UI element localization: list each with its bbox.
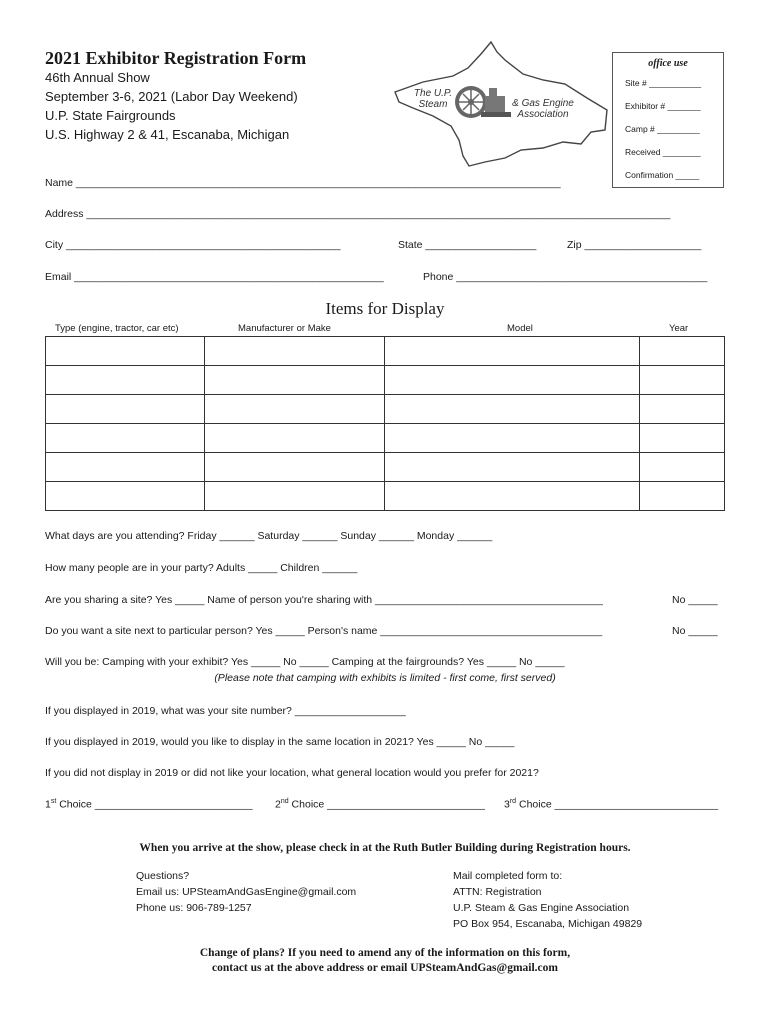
table-row [46,482,725,511]
mail-po-box: PO Box 954, Escanaba, Michigan 49829 [453,918,643,930]
city-field[interactable]: City _______________________________________________ [45,239,341,251]
make-cell[interactable] [204,482,385,511]
type-cell[interactable] [46,395,205,424]
year-cell[interactable] [640,453,725,482]
show-edition: 46th Annual Show [45,70,150,85]
show-dates: September 3-6, 2021 (Labor Day Weekend) [45,89,298,104]
make-cell[interactable] [204,366,385,395]
column-header-make: Manufacturer or Make [238,323,331,334]
model-cell[interactable] [385,395,640,424]
name-field[interactable]: Name ___________________________________________________________________________________ [45,177,561,189]
type-cell[interactable] [46,482,205,511]
phone-field[interactable]: Phone ___________________________________________ [423,271,708,283]
same-location-question[interactable]: If you displayed in 2019, would you like to display in the same location in 2021? Yes _____ No _____ [45,736,515,748]
arrival-instructions: When you arrive at the show, please check in at the Ruth Butler Building during Registration hours. [139,842,631,854]
office-exhibitor-field[interactable]: Exhibitor # _______ [625,101,701,111]
model-cell[interactable] [385,424,640,453]
model-cell[interactable] [385,366,640,395]
type-cell[interactable] [46,337,205,366]
year-cell[interactable] [640,395,725,424]
make-cell[interactable] [204,424,385,453]
sharing-site-no[interactable]: No _____ [672,594,718,606]
column-header-year: Year [669,323,689,334]
svg-text:& Gas Engine: & Gas Engine [512,98,574,109]
address-field[interactable]: Address ____________________________________________________________________________________________________ [45,208,671,220]
third-choice-field[interactable]: 3rd Choice ____________________________ [504,798,719,811]
next-to-person-no[interactable]: No _____ [672,625,718,637]
questions-label: Questions? [136,870,190,882]
contact-phone: Phone us: 906-789-1257 [136,902,252,914]
year-cell[interactable] [640,482,725,511]
days-attending-question[interactable]: What days are you attending? Friday ______ Saturday ______ Sunday ______ Monday ______ [45,530,493,542]
association-logo [393,40,611,168]
svg-text:Association: Association [517,109,569,120]
party-size-question[interactable]: How many people are in your party? Adults _____ Children ______ [45,562,358,574]
column-header-model: Model [507,323,533,334]
model-cell[interactable] [385,453,640,482]
sharing-site-question[interactable]: Are you sharing a site? Yes _____ Name of person you're sharing with _______________________________________ [45,594,603,606]
office-use-box [612,52,724,188]
camping-note: (Please note that camping with exhibits is limited - first come, first served) [214,672,556,684]
model-cell[interactable] [385,337,640,366]
make-cell[interactable] [204,395,385,424]
items-section-title: Items for Display [325,299,445,318]
email-field[interactable]: Email _____________________________________________________ [45,271,384,283]
mail-attn: ATTN: Registration [453,886,542,898]
show-address: U.S. Highway 2 & 41, Escanaba, Michigan [45,127,290,142]
change-of-plans-line2: contact us at the above address or email UPSteamAndGas@gmail.com [212,962,558,974]
model-cell[interactable] [385,482,640,511]
type-cell[interactable] [46,366,205,395]
zip-field[interactable]: Zip ____________________ [567,239,702,251]
mail-organization: U.P. Steam & Gas Engine Association [453,902,630,914]
second-choice-field[interactable]: 2nd Choice ___________________________ [275,798,485,811]
column-header-type: Type (engine, tractor, car etc) [55,323,179,334]
office-camp-field[interactable]: Camp # _________ [625,124,700,134]
make-cell[interactable] [204,453,385,482]
items-table [45,336,725,511]
site-number-question[interactable]: If you displayed in 2019, what was your site number? ___________________ [45,705,406,717]
general-location-question: If you did not display in 2019 or did not like your location, what general location would you prefer for 2021? [45,767,539,779]
change-of-plans-line1: Change of plans? If you need to amend any of the information on this form, [199,947,571,959]
first-choice-field[interactable]: 1st Choice ___________________________ [45,798,253,811]
make-cell[interactable] [204,337,385,366]
state-field[interactable]: State ___________________ [398,239,537,251]
year-cell[interactable] [640,337,725,366]
svg-text:Steam: Steam [418,99,448,110]
questions-contact-block [136,868,356,916]
mail-label: Mail completed form to: [453,870,563,882]
svg-text:The U.P.: The U.P. [413,88,453,99]
year-cell[interactable] [640,366,725,395]
year-cell[interactable] [640,424,725,453]
office-confirmation-field[interactable]: Confirmation _____ [625,170,700,180]
table-row [46,424,725,453]
next-to-person-question[interactable]: Do you want a site next to particular person? Yes _____ Person's name ______________________________________ [45,625,603,637]
office-received-field[interactable]: Received ________ [625,147,701,157]
show-venue: U.P. State Fairgrounds [45,108,176,123]
table-row [46,453,725,482]
form-title: 2021 Exhibitor Registration Form [45,48,307,68]
office-site-field[interactable]: Site # ___________ [625,78,702,88]
table-row [46,366,725,395]
camping-question[interactable]: Will you be: Camping with your exhibit? Yes _____ No _____ Camping at the fairgrounds? Yes _____ No _____ [45,656,565,668]
office-use-heading: office use [648,58,688,69]
table-row [46,395,725,424]
mailing-address-block [453,868,642,932]
type-cell[interactable] [46,453,205,482]
contact-email: Email us: UPSteamAndGasEngine@gmail.com [136,886,357,898]
table-row [46,337,725,366]
type-cell[interactable] [46,424,205,453]
